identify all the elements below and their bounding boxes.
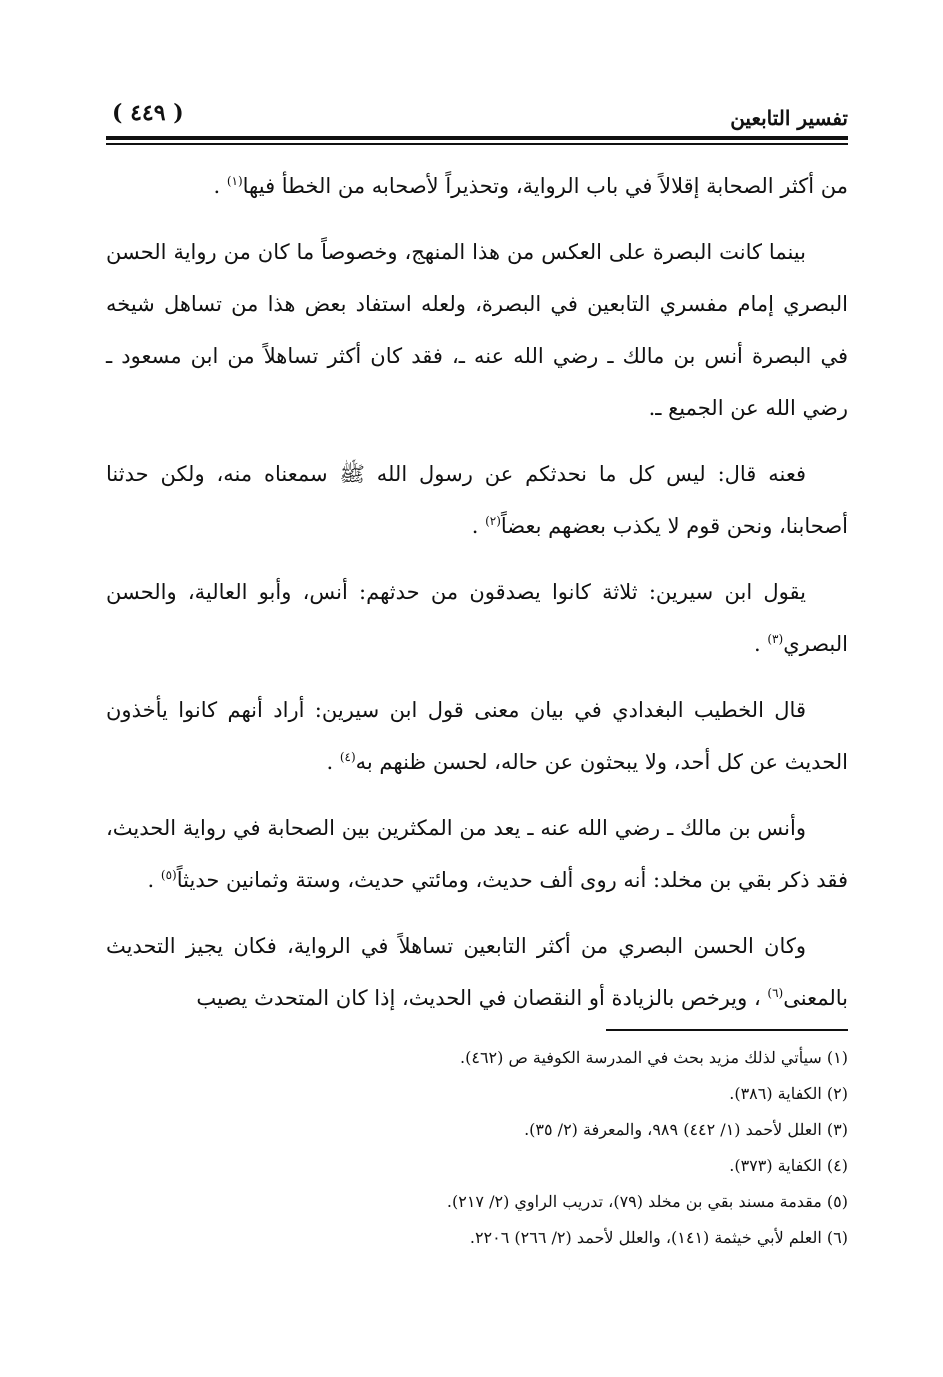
paragraph-tail: . — [213, 174, 227, 198]
paragraph-text: وكان الحسن البصري من أكثر التابعين تساهلاً في الرواية، فكان يجيز التحديث بالمعنى — [106, 934, 848, 1010]
header-rule-thick — [106, 136, 848, 140]
paragraph — [106, 226, 848, 434]
footnote-separator — [606, 1029, 848, 1031]
paragraph-text: يقول ابن سيرين: ثلاثة كانوا يصدقون من حدثهم: أنس، وأبو العالية، والحسن البصري — [106, 580, 848, 656]
footnotes — [106, 1040, 848, 1256]
paragraph — [106, 684, 848, 788]
running-title: تفسير التابعين — [730, 106, 848, 130]
footnote-marker: (٤) — [339, 750, 356, 764]
paragraph-text: بينما كانت البصرة على العكس من هذا المنهج، وخصوصاً ما كان من رواية الحسن البصري إمام مفسري التابعين في البصرة، ولعله استفاد بعض هذا من تساهل شيخه في البصرة أنس بن مالك ـ رضي الله عنه ـ، فقد كان أكثر تساهلاً من ابن مسعود ـ رضي الله عن الجميع ـ. — [106, 240, 848, 420]
paragraph-text: وأنس بن مالك ـ رضي الله عنه ـ يعد من المكثرين بين الصحابة في رواية الحديث، فقد ذكر بقي بن مخلد: أنه روى ألف حديث، ومائتي حديث، وستة وثمانين حديثاً — [106, 816, 848, 892]
paragraph-tail: ، ويرخص بالزيادة أو النقصان في الحديث، إذا كان المتحدث يصيب — [196, 986, 768, 1010]
footnote-marker: (٢) — [485, 514, 501, 528]
footnote: (٣) العلل لأحمد (١/ ٤٤٢) ٩٨٩، والمعرفة (٢/ ٣٥). — [524, 1120, 848, 1139]
main-text — [106, 160, 848, 1038]
paragraph-text: فعنه قال: ليس كل ما نحدثكم عن رسول الله ﷺ سمعناه منه، ولكن حدثنا أصحابنا، ونحن قوم لا يكذب بعضهم بعضاً — [106, 462, 848, 538]
paragraph — [106, 566, 848, 670]
footnote: (٢) الكفاية (٣٨٦). — [729, 1084, 848, 1103]
paragraph-tail: . — [147, 868, 161, 892]
paragraph-tail: . — [754, 632, 768, 656]
footnote: (١) سيأتي لذلك مزيد بحث في المدرسة الكوفية ص (٤٦٢). — [460, 1048, 848, 1067]
page-number: ( ٤٤٩ ) — [112, 100, 184, 126]
footnote-marker: (٦) — [767, 986, 784, 1000]
page-header — [106, 92, 848, 134]
footnote-marker: (٥) — [160, 868, 177, 882]
header-rule-thin — [106, 143, 848, 145]
footnote-marker: (١) — [226, 174, 243, 188]
paragraph — [106, 448, 848, 552]
footnote-marker: (٣) — [767, 632, 784, 646]
paragraph — [106, 802, 848, 906]
footnote: (٥) مقدمة مسند بقي بن مخلد (٧٩)، تدريب الراوي (٢/ ٢١٧). — [446, 1192, 848, 1211]
paragraph-tail: . — [471, 514, 486, 538]
paragraph — [106, 920, 848, 1024]
paragraph — [106, 160, 848, 212]
paragraph-text: قال الخطيب البغدادي في بيان معنى قول ابن سيرين: أراد أنهم كانوا يأخذون الحديث عن كل أحد، ولا يبحثون عن حاله، لحسن ظنهم به — [106, 698, 848, 774]
footnote: (٦) العلم لأبي خيثمة (١٤١)، والعلل لأحمد (٢/ ٢٦٦) ٢٢٠٦. — [469, 1228, 848, 1247]
paragraph-text: من أكثر الصحابة إقلالاً في باب الرواية، وتحذيراً لأصحابه من الخطأ فيها — [242, 174, 848, 198]
footnote: (٤) الكفاية (٣٧٣). — [729, 1156, 848, 1175]
paragraph-tail: . — [326, 750, 340, 774]
